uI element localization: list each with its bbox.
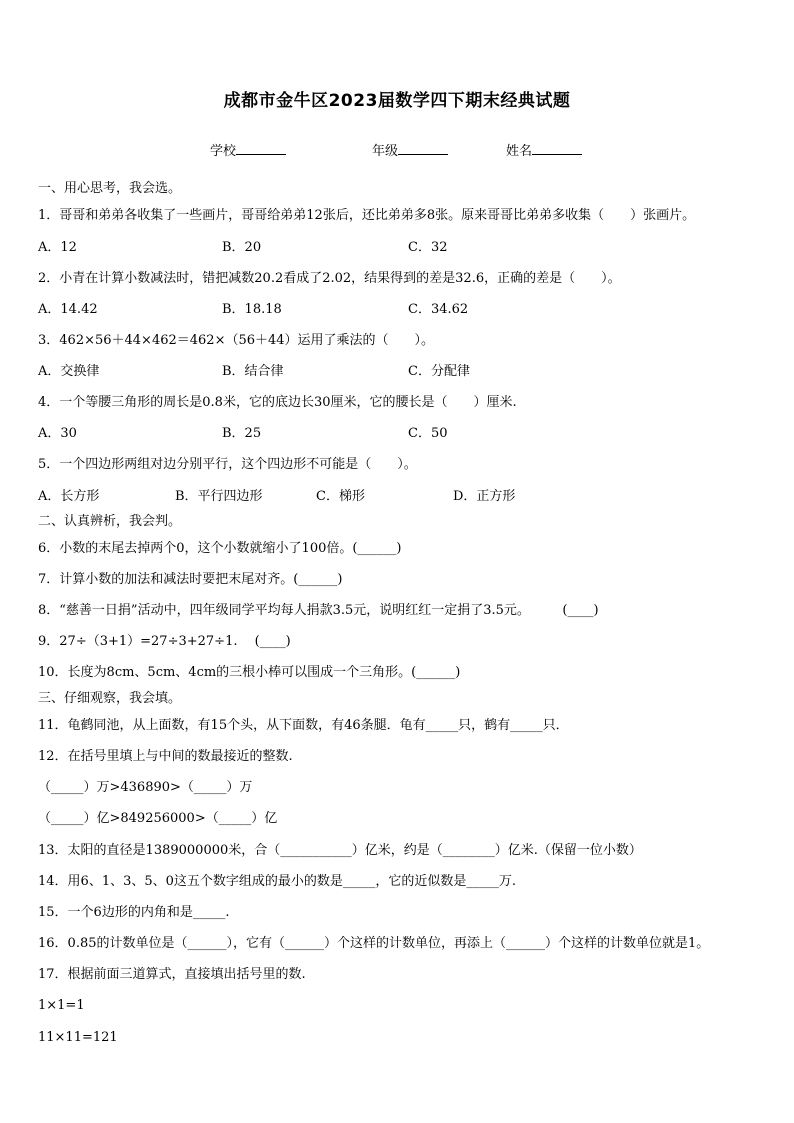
question-3-option-a: A．交换律 <box>38 364 100 379</box>
question-14: 14．用6、1、3、5、0这五个数字组成的最小的数是_____，它的近似数是_____万. <box>38 874 517 889</box>
question-7: 7．计算小数的加法和减法时要把末尾对齐。(______) <box>38 572 343 587</box>
question-4: 4．一个等腰三角形的周长是0.8米，它的底边长30厘米，它的腰长是（ ）厘米. <box>38 395 517 410</box>
section-2-heading: 二、认真辨析，我会判。 <box>38 514 182 529</box>
grade-label: 年级 <box>372 144 399 159</box>
school-blank <box>236 142 286 155</box>
question-5: 5．一个四边形两组对边分别平行，这个四边形不可能是（ ）。 <box>38 457 417 472</box>
school-field <box>210 140 286 159</box>
question-12: 12．在括号里填上与中间的数最接近的整数. <box>38 749 293 764</box>
name-blank <box>532 142 582 155</box>
question-3-option-c: C．分配律 <box>408 364 470 379</box>
name-field <box>506 140 582 159</box>
question-2-option-b: B．18.18 <box>222 302 282 317</box>
question-5-option-d: D．正方形 <box>453 489 516 504</box>
question-4-option-c: C．50 <box>408 426 448 441</box>
question-2-option-a: A．14.42 <box>38 302 98 317</box>
name-label: 姓名 <box>506 144 533 159</box>
question-13: 13．太阳的直径是1389000000米，合（___________）亿米，约是（________）亿米.（保留一位小数） <box>38 843 642 858</box>
question-2-option-c: C．34.62 <box>408 302 469 317</box>
section-3-heading: 三、仔细观察，我会填。 <box>38 691 182 706</box>
question-1-option-b: B．20 <box>222 240 262 255</box>
grade-field <box>372 140 448 159</box>
section-1-heading: 一、用心思考，我会选。 <box>38 181 182 196</box>
question-1: 1．哥哥和弟弟各收集了一些画片，哥哥给弟弟12张后，还比弟弟多8张。原来哥哥比弟弟多收集（ ）张画片。 <box>38 208 696 223</box>
school-label: 学校 <box>210 144 237 159</box>
question-17-example-2: 11×11=121 <box>38 1030 118 1045</box>
question-3-option-b: B．结合律 <box>222 364 284 379</box>
question-6: 6．小数的末尾去掉两个0，这个小数就缩小了100倍。(______) <box>38 541 402 556</box>
question-11: 11．龟鹤同池，从上面数，有15个头，从下面数，有46条腿．龟有_____只，鹤有_____只． <box>38 718 569 733</box>
question-10: 10．长度为8cm、5cm、4cm的三根小棒可以围成一个三角形。(______) <box>38 665 461 680</box>
question-9: 9．27÷（3+1）=27÷3+27÷1. (____) <box>38 634 291 649</box>
question-5-option-c: C．梯形 <box>316 489 365 504</box>
question-3: 3．462×56＋44×462＝462×（56＋44）运用了乘法的（ ）。 <box>38 333 435 348</box>
question-15: 15．一个6边形的内角和是_____. <box>38 905 230 920</box>
question-4-option-b: B．25 <box>222 426 262 441</box>
question-2: 2．小青在计算小数减法时，错把减数20.2看成了2.02，结果得到的差是32.6，正确的差是（ ）。 <box>38 271 621 286</box>
question-5-option-b: B．平行四边形 <box>175 489 263 504</box>
question-12-part-b: （_____）亿>849256000>（_____）亿 <box>38 811 278 826</box>
question-5-option-a: A．长方形 <box>38 489 100 504</box>
question-17: 17．根据前面三道算式，直接填出括号里的数. <box>38 967 306 982</box>
question-1-option-a: A．12 <box>38 240 77 255</box>
question-1-option-c: C．32 <box>408 240 448 255</box>
grade-blank <box>398 142 448 155</box>
question-16: 16．0.85的计数单位是（______），它有（______）个这样的计数单位，再添上（______）个这样的计数单位就是1。 <box>38 936 710 951</box>
question-12-part-a: （_____）万>436890>（_____）万 <box>38 780 253 795</box>
question-17-example-1: 1×1=1 <box>38 998 85 1013</box>
page-title: 成都市金牛区2023届数学四下期末经典试题 <box>223 91 571 111</box>
question-8: 8．“慈善一日捐”活动中，四年级同学平均每人捐款3.5元，说明红红一定捐了3.5元。 (____) <box>38 603 599 618</box>
question-4-option-a: A．30 <box>38 426 77 441</box>
